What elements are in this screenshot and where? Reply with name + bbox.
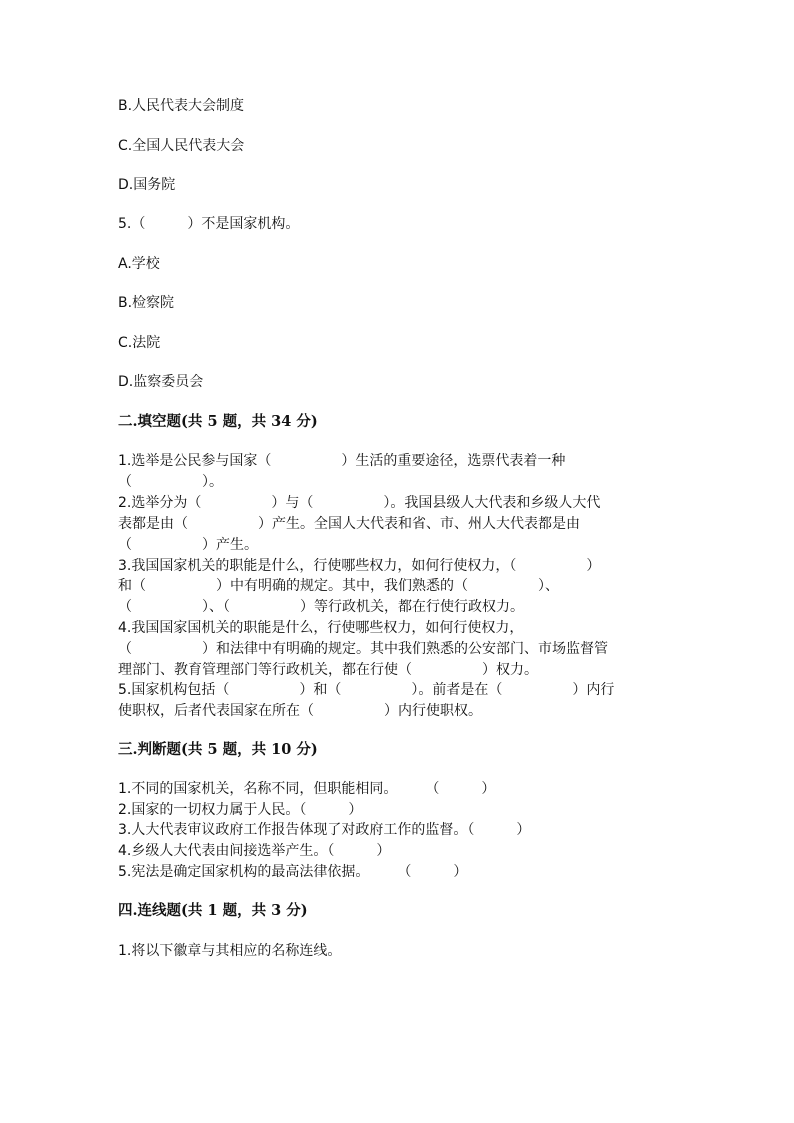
fill-line: 4.我国国家国机关的职能是什么，行使哪些权力，如何行使权力， [118, 620, 524, 636]
fill-line: 1.选举是公民参与国家（ ）生活的重要途径，选票代表着一种 [118, 453, 566, 469]
q5-option-d: D.监察委员会 [118, 374, 204, 390]
fill-line: （ ）和法律中有明确的规定。其中我们熟悉的公安部门、市场监督管 [118, 641, 608, 657]
section-matching-heading: 四.连线题(共 1 题，共 3 分) [118, 902, 308, 919]
fill-line: 使职权，后者代表国家在所在（ ）内行使职权。 [118, 703, 482, 719]
fill-line: 和（ ）中有明确的规定。其中，我们熟悉的（ ）、 [118, 578, 559, 594]
fill-line: 3.我国国家机关的职能是什么，行使哪些权力，如何行使权力，（ ） [118, 558, 601, 574]
fill-line: （ ）。 [118, 474, 223, 490]
fill-line: 5.国家机构包括（ ）和（ ）。前者是在（ ）内行 [118, 682, 615, 698]
fill-line: （ ）产生。 [118, 537, 258, 553]
fill-line: 2.选举分为（ ）与（ ）。我国县级人大代表和乡级人大代 [118, 495, 601, 511]
judge-line: 2.国家的一切权力属于人民。（ ） [118, 802, 363, 818]
judge-line: 4.乡级人大代表由间接选举产生。（ ） [118, 843, 391, 859]
q5-option-b: B.检察院 [118, 295, 175, 311]
section-true-false-heading: 三.判断题(共 5 题，共 10 分) [118, 741, 318, 758]
q4-option-b: B.人民代表大会制度 [118, 98, 245, 114]
q4-option-d: D.国务院 [118, 177, 176, 193]
q5-option-a: A.学校 [118, 256, 160, 272]
judge-line: 1.不同的国家机关，名称不同，但职能相同。 （ ） [118, 781, 496, 797]
q4-option-c: C.全国人民代表大会 [118, 138, 245, 154]
judge-line: 5.宪法是确定国家机构的最高法律依据。 （ ） [118, 864, 468, 880]
fill-line: 表都是由（ ）产生。全国人大代表和省、市、州人大代表都是由 [118, 516, 580, 532]
q5-option-c: C.法院 [118, 335, 161, 351]
judge-line: 3.人大代表审议政府工作报告体现了对政府工作的监督。（ ） [118, 822, 531, 838]
matching-line: 1.将以下徽章与其相应的名称连线。 [118, 943, 342, 959]
fill-line: （ ）、（ ）等行政机关，都在行使行政权力。 [118, 599, 524, 615]
section-fill-blank-heading: 二.填空题(共 5 题，共 34 分) [118, 413, 318, 430]
fill-line: 理部门、教育管理部门等行政机关，都在行使（ ）权力。 [118, 662, 538, 678]
q5-stem: 5.（ ）不是国家机构。 [118, 216, 300, 232]
